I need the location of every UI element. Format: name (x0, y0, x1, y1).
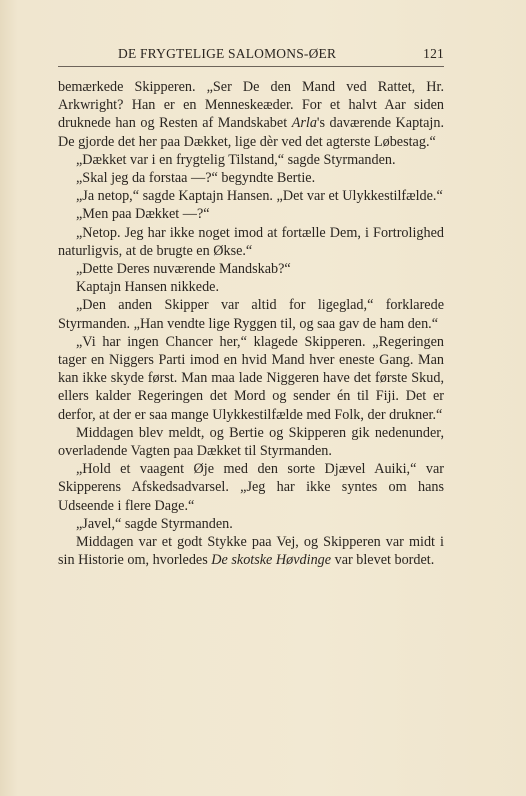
paragraph (58, 260, 444, 278)
text-run: bemærkede Skipperen. „Ser De den Mand ved Rattet, Hr. Arkwright? Han er en Menneskeæder. For et halvt Aar siden druknede han og Resten af Mandskabet (58, 79, 444, 132)
paragraph (58, 515, 444, 533)
italic-text: Arla (291, 115, 317, 132)
paragraph (58, 187, 444, 205)
text-run: Middagen blev meldt, og Bertie og Skipperen gik nedenunder, overladende Vagten paa Dækket til Styrmanden. (58, 424, 444, 460)
page-number: 121 (423, 46, 444, 61)
text-run: 's daværende Kaptajn. De gjorde det her paa Dækket, lige dèr ved det agterste Løbestag.“ (58, 115, 444, 150)
paragraph (58, 460, 444, 515)
text-run: Middagen var et godt Stykke paa Vej, og Skipperen var midt i sin Historie om, hvorledes (58, 534, 444, 569)
text-run: „Javel,“ sagde Styrmanden. (76, 515, 233, 532)
body-text (58, 78, 444, 569)
paragraph (58, 151, 444, 169)
paragraph (58, 224, 444, 260)
text-run: „Dette Deres nuværende Mandskab?“ (76, 261, 291, 278)
text-run: „Dækket var i en frygtelig Tilstand,“ sagde Styrmanden. (76, 151, 396, 168)
text-run: „Netop. Jeg har ikke noget imod at fortælle Dem, i Fortrolighed naturligvis, at de brugte en Økse.“ (58, 224, 444, 259)
text-run: „Vi har ingen Chancer her,“ klagede Skipperen. „Regeringen tager en Niggers Parti imod en hvid Mand hver eneste Gang. Man kan ikke skyde først. Man maa lade Niggeren have det første Skud, ellers kalder Regeringen det Mord og sender én til Fiji. Det er derfor, at der er saa mange Ulykkestilfælde med Folk, der drukner.“ (58, 333, 444, 423)
text-run: Kaptajn Hansen nikkede. (76, 279, 220, 296)
text-run: „Ja netop,“ sagde Kaptajn Hansen. „Det var et Ulykkestilfælde.“ (76, 188, 443, 205)
running-title: DE FRYGTELIGE SALOMONS-ØER (118, 46, 337, 61)
paragraph (58, 78, 444, 151)
text-run: „Skal jeg da forstaa —?“ begyndte Bertie. (76, 170, 316, 187)
paragraph (58, 205, 444, 223)
paragraph (58, 533, 444, 569)
paragraph (58, 169, 444, 187)
paragraph (58, 424, 444, 460)
text-run: var blevet bordet. (331, 552, 435, 569)
paragraph (58, 296, 444, 332)
text-run: „Hold et vaagent Øje med den sorte Djævel Auiki,“ var Skipperens Afskedsadvarsel. „Jeg har ikke syntes om hans Udseende i flere Dage.“ (58, 461, 444, 514)
text-run: „Den anden Skipper var altid for ligeglad,“ forklarede Styrmanden. „Han vendte lige Ryggen til, og saa gav de ham den.“ (58, 297, 444, 332)
header-rule (58, 66, 444, 67)
paragraph (58, 333, 444, 424)
italic-text: De skotske Høvdinge (211, 552, 332, 569)
text-run: „Men paa Dækket —?“ (76, 206, 210, 223)
paragraph (58, 278, 444, 296)
